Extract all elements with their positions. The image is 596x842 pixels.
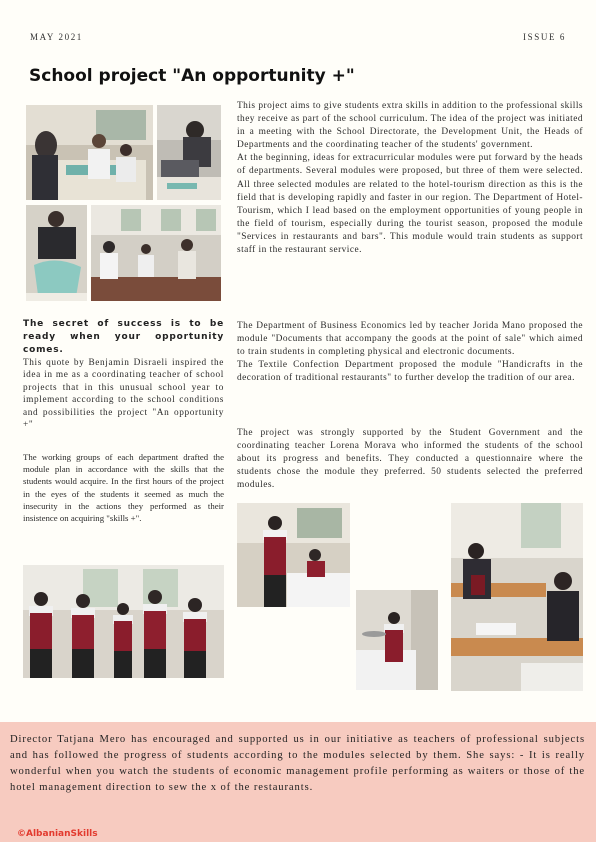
- waiters-group-photo: [23, 565, 224, 678]
- albanianskills-brand: ©AlbanianSkills: [17, 829, 98, 839]
- working-groups-paragraph: The working groups of each department drafted the module plan in accordance with the skills that the students would acquire. In the first hours of the project in the eyes of the students it seemed as much the insecurity in the actions they performed as their insistence on acquiring "skills +".: [23, 452, 224, 524]
- success-quote: The secret of success is to be ready when your opportunity comes.: [23, 319, 224, 355]
- intro-paragraph: [237, 100, 583, 257]
- project-aim-text: This project aims to give students extra skills in addition to the professional skills they receive as part of the school curriculum. The idea of the project was initiated in a meeting with the School Directorate, the Development Unit, the Heads of Departments and the coordinating teacher of the students' government.: [237, 101, 583, 151]
- textile-workshop-photo: [26, 105, 153, 200]
- student-government-section: [237, 427, 583, 492]
- director-quote-text: Director Tatjana Mero has encouraged and supported us in our initiative as teachers of professional subjects and has followed the progress of students according to the modules selected by them. She says: - It is really wonderful when you watch the students of economic management profile performing as waiters or those of the hotel management direction to sew the x of the restaurants.: [10, 734, 585, 794]
- modules-text: At the beginning, ideas for extracurricular modules were put forward by the heads of departments. Several modules were proposed, but three of them were selected. All three selected modules are related to the hotel-tourism direction as this is the field that is developing rapidly and faster in our region. The Department of Hotel-Tourism, which I lead based on the employment opportunities of young people in the field of tourism, especially during the tourist season, proposed the module "Services in restaurants and bars". This module would train students as support staff in the restaurant service.: [237, 153, 583, 256]
- students-exam-photo: [451, 503, 583, 691]
- article-title: School project "An opportunity +": [29, 66, 355, 86]
- table-service-photo: [237, 503, 350, 607]
- sewing-machine-photo: [157, 105, 221, 200]
- departments-section: [237, 320, 583, 385]
- classroom-tables-photo: [91, 205, 221, 301]
- waiter-tray-photo: [356, 590, 438, 690]
- business-economics-text: The Department of Business Economics led by teacher Jorida Mano proposed the module "Documents that accompany the goods at the point of sale" which aimed to train students in completing physical and electronic documents.: [237, 321, 583, 358]
- disraeli-paragraph: This quote by Benjamin Disraeli inspired the idea in me as a coordinating teacher of school projects that in this unusual school year to implement according to the school conditions and possibilities the project "An opportunity +": [23, 358, 224, 431]
- fabric-cutting-photo: [26, 205, 87, 301]
- issue-number: ISSUE 6: [523, 32, 566, 42]
- student-government-text: The project was strongly supported by the Student Government and the coordinating teacher Lorena Morava who informed the students of the school about its progress and benefits. They conducted a questionnaire where the students chose the module they preferred. 50 students selected the preferred modules.: [237, 428, 583, 491]
- textile-department-text: The Textile Confection Department proposed the module "Handicrafts in the decoration of traditional restaurants" to further develop the tradition of our area.: [237, 360, 583, 384]
- issue-date: MAY 2021: [30, 32, 83, 42]
